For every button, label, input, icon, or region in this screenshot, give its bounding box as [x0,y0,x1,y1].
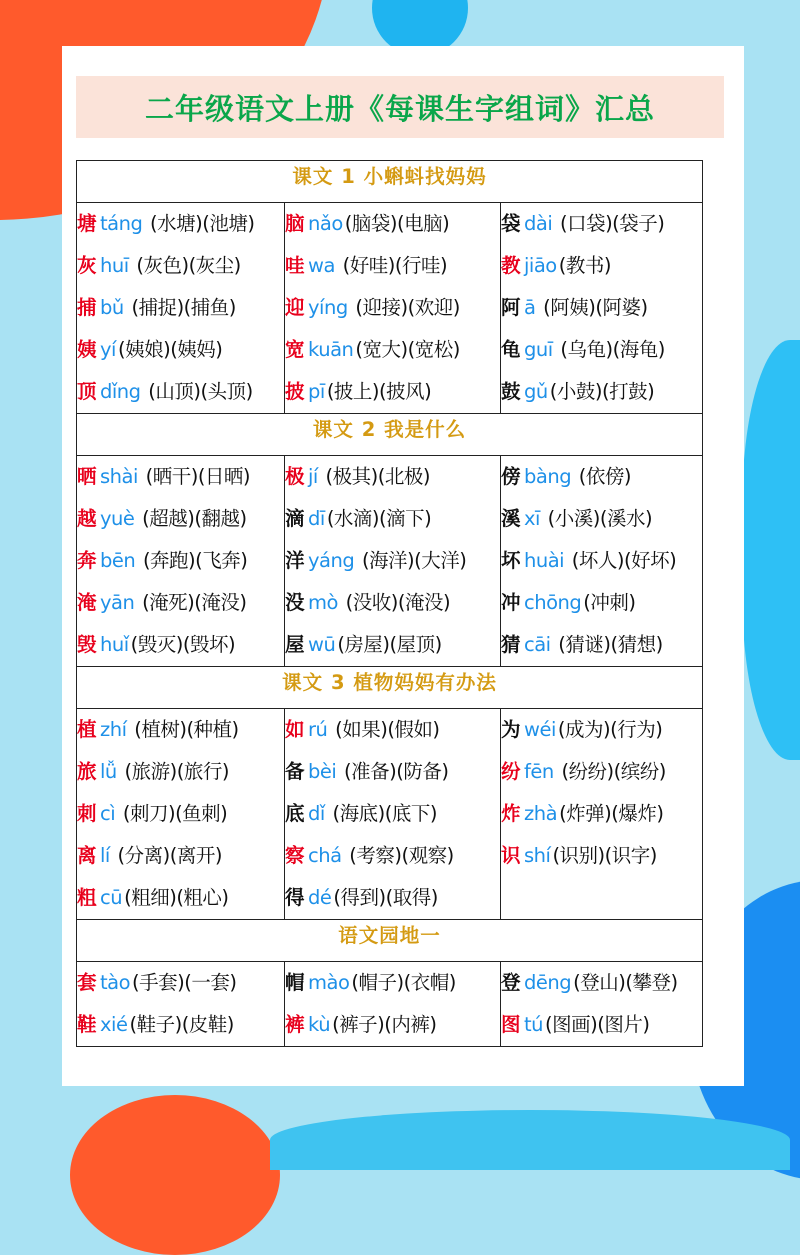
section-header [77,920,703,962]
character: 奔 [77,549,97,572]
character-entry [285,540,500,582]
character-entry [77,582,284,624]
word-list: (考察)(观察) [343,844,454,867]
pinyin: táng [100,212,143,235]
word-list: (鞋子)(皮鞋) [129,1013,234,1036]
character: 迎 [285,296,305,319]
character: 备 [285,760,305,783]
word-list: (水滴)(滴下) [326,507,432,530]
character-entry [501,835,702,877]
character-entry [285,877,500,919]
word-list: (猜谜)(猜想) [552,633,663,656]
pinyin: mào [308,971,350,994]
pinyin: zhà [524,802,558,825]
word-list: (极其)(北极) [319,465,430,488]
character-entry [285,751,500,793]
character-entry [285,709,500,751]
pinyin: jiāo [524,254,557,277]
character-entry [501,203,702,245]
character: 离 [77,844,97,867]
pinyin: yí [100,338,116,361]
word-list: (依傍) [573,465,632,488]
character: 登 [501,971,521,994]
word-list: (毁灭)(毁坏) [130,633,236,656]
pinyin: yáng [308,549,355,572]
word-list: (教书) [558,254,611,277]
word-list: (帽子)(衣帽) [351,971,456,994]
character: 纷 [501,760,521,783]
pinyin: nǎo [308,212,343,235]
character-entry [501,751,702,793]
character: 裤 [285,1013,305,1036]
section-title: 语文园地一 [338,924,441,947]
word-list: (得到)(取得) [333,886,438,909]
character-entry [501,793,702,835]
pinyin: pī [308,380,325,403]
character: 顶 [77,380,97,403]
word-column [501,962,703,1047]
character: 图 [501,1013,521,1036]
word-list: (好哇)(行哇) [336,254,448,277]
section-body-row [77,203,703,414]
pinyin: wa [308,254,335,277]
character-entry [285,1004,500,1046]
word-list: (口袋)(袋子) [554,212,665,235]
word-list: (图画)(图片) [545,1013,650,1036]
pinyin: wéi [524,718,556,741]
character-entry [77,835,284,877]
pinyin: dǐ [308,802,325,825]
word-list: (粗细)(粗心) [124,886,229,909]
pinyin: dēng [524,971,572,994]
character: 披 [285,380,305,403]
word-list: (山顶)(头顶) [142,380,253,403]
character-entry [501,624,702,666]
character-entry [501,245,702,287]
word-list: (登山)(攀登) [573,971,678,994]
word-list: (坏人)(好坏) [566,549,677,572]
character-entry [501,540,702,582]
character-entry [501,709,702,751]
pinyin: yuè [100,507,135,530]
character: 毁 [77,633,97,656]
word-list: (识别)(识字) [552,844,657,867]
character-entry [285,371,500,413]
character-entry [501,582,702,624]
word-list: (手套)(一套) [132,971,237,994]
character-entry [77,751,284,793]
character: 淹 [77,591,97,614]
pinyin: xī [524,507,540,530]
pinyin: kuān [308,338,354,361]
pinyin: chōng [524,591,582,614]
character-entry [77,962,284,1004]
word-column [77,962,285,1047]
character: 捕 [77,296,97,319]
character-entry [285,582,500,624]
pinyin: bǔ [100,296,124,319]
word-list: (阿姨)(阿婆) [537,296,648,319]
character-entry [77,540,284,582]
character-entry [77,371,284,413]
section-title: 课文 2 我是什么 [312,418,467,441]
word-list: (如果)(假如) [329,718,440,741]
character: 粗 [77,886,97,909]
character-entry [285,835,500,877]
character-entry [77,287,284,329]
character-entry [501,456,702,498]
character: 坏 [501,549,521,572]
pinyin: shài [100,465,138,488]
character-entry [285,203,500,245]
section-title: 课文 3 植物妈妈有办法 [282,671,497,694]
section-header [77,667,703,709]
character: 脑 [285,212,305,235]
word-list: (炸弹)(爆炸) [559,802,664,825]
pinyin: bèi [308,760,337,783]
section-body-row [77,962,703,1047]
word-list: (冲刺) [583,591,636,614]
word-column [77,709,285,920]
character-entry [77,877,284,919]
word-list: (超越)(翻越) [136,507,247,530]
pinyin: cì [100,802,116,825]
character: 套 [77,971,97,994]
section-body-row [77,456,703,667]
character-entry [501,498,702,540]
character: 帽 [285,971,305,994]
orange-circle-decoration [70,1095,280,1255]
character: 姨 [77,338,97,361]
pinyin: huī [100,254,129,277]
character: 屋 [285,633,305,656]
character-entry [501,371,702,413]
character: 冲 [501,591,521,614]
section-header-cell [77,920,703,962]
character: 宽 [285,338,305,361]
character: 没 [285,591,305,614]
character-entry [501,329,702,371]
pinyin: rú [308,718,328,741]
character-entry [285,329,500,371]
pinyin: ā [524,296,536,319]
character: 滴 [285,507,305,530]
word-list: (淹死)(淹没) [136,591,247,614]
character: 如 [285,718,305,741]
character-entry [77,456,284,498]
character: 为 [501,718,521,741]
pinyin: yān [100,591,135,614]
pinyin: cū [100,886,123,909]
character-entry [77,624,284,666]
character: 得 [285,886,305,909]
word-list: (奔跑)(飞奔) [137,549,248,572]
character-entry [77,329,284,371]
word-list: (海洋)(大洋) [356,549,467,572]
character: 袋 [501,212,521,235]
word-column [77,203,285,414]
pinyin: fēn [524,760,554,783]
character-entry [285,456,500,498]
character-entry [285,245,500,287]
pinyin: zhí [100,718,127,741]
word-list: (成为)(行为) [557,718,663,741]
character: 炸 [501,802,521,825]
word-list: (海底)(底下) [326,802,437,825]
character: 底 [285,802,305,825]
worksheet-paper [62,46,744,1086]
pinyin: mò [308,591,338,614]
pinyin: dǐng [100,380,141,403]
pinyin: xié [100,1013,128,1036]
character: 鞋 [77,1013,97,1036]
word-list: (披上)(披风) [326,380,432,403]
pinyin: tú [524,1013,544,1036]
character: 灰 [77,254,97,277]
pinyin: chá [308,844,342,867]
pinyin: lí [100,844,110,867]
word-list: (分离)(离开) [111,844,222,867]
character: 洋 [285,549,305,572]
word-column [285,203,501,414]
character-entry [285,962,500,1004]
character-entry [501,287,702,329]
character-entry [77,709,284,751]
section-header-cell [77,414,703,456]
section-header [77,414,703,456]
pinyin: tào [100,971,131,994]
word-list: (宽大)(宽松) [355,338,460,361]
character-entry [77,498,284,540]
title-banner [76,76,724,138]
section-header [77,161,703,203]
character-entry [501,962,702,1004]
vocabulary-table [76,160,703,1047]
pinyin: cāi [524,633,551,656]
pinyin: kù [308,1013,331,1036]
pinyin: dài [524,212,553,235]
section-title: 课文 1 小蝌蚪找妈妈 [292,165,487,188]
blue-side-decoration [742,340,800,760]
character: 猜 [501,633,521,656]
pinyin: bēn [100,549,136,572]
character: 哇 [285,254,305,277]
pinyin: shí [524,844,551,867]
character: 阿 [501,296,521,319]
word-list: (脑袋)(电脑) [344,212,450,235]
word-list: (刺刀)(鱼刺) [117,802,228,825]
word-column [285,456,501,667]
word-list: (迎接)(欢迎) [349,296,460,319]
word-list: (植树)(种植) [128,718,239,741]
character: 龟 [501,338,521,361]
word-list: (灰色)(灰尘) [130,254,241,277]
word-list: (裤子)(内裤) [332,1013,437,1036]
word-column [285,962,501,1047]
word-column [501,709,703,920]
word-column [285,709,501,920]
word-list: (姨娘)(姨妈) [117,338,223,361]
pinyin: huài [524,549,565,572]
character: 鼓 [501,380,521,403]
word-list: (准备)(防备) [338,760,449,783]
pinyin: huǐ [100,633,129,656]
pinyin: yíng [308,296,348,319]
word-list: (小溪)(溪水) [541,507,653,530]
word-column [501,203,703,414]
pinyin: dī [308,507,325,530]
character: 塘 [77,212,97,235]
pinyin: jí [308,465,318,488]
character: 晒 [77,465,97,488]
character: 教 [501,254,521,277]
word-list: (房屋)(屋顶) [337,633,442,656]
section-body-row [77,709,703,920]
character-entry [285,287,500,329]
word-list: (旅游)(旅行) [118,760,229,783]
character: 刺 [77,802,97,825]
character-entry [77,245,284,287]
word-list: (没收)(淹没) [339,591,451,614]
character: 植 [77,718,97,741]
word-list: (小鼓)(打鼓) [549,380,655,403]
blue-wave-decoration [270,1110,790,1170]
word-list: (乌龟)(海龟) [554,338,665,361]
character-entry [501,1004,702,1046]
character: 越 [77,507,97,530]
pinyin: guī [524,338,553,361]
character-entry [77,1004,284,1046]
word-list: (纷纷)(缤纷) [555,760,666,783]
character: 察 [285,844,305,867]
character: 极 [285,465,305,488]
pinyin: dé [308,886,332,909]
section-header-cell [77,667,703,709]
character: 旅 [77,760,97,783]
character-entry [77,203,284,245]
character-entry [285,624,500,666]
section-header-cell [77,161,703,203]
character: 傍 [501,465,521,488]
character-entry [285,793,500,835]
pinyin: lǚ [100,760,117,783]
character-entry [285,498,500,540]
pinyin: bàng [524,465,572,488]
word-column [501,456,703,667]
character-entry [77,793,284,835]
character: 识 [501,844,521,867]
word-list: (晒干)(日晒) [139,465,251,488]
word-list: (水塘)(池塘) [144,212,255,235]
character: 溪 [501,507,521,530]
page-title: 二年级语文上册《每课生字组词》汇总 [144,91,655,126]
pinyin: wū [308,633,336,656]
word-list: (捕捉)(捕鱼) [125,296,236,319]
word-column [77,456,285,667]
pinyin: gǔ [524,380,548,403]
